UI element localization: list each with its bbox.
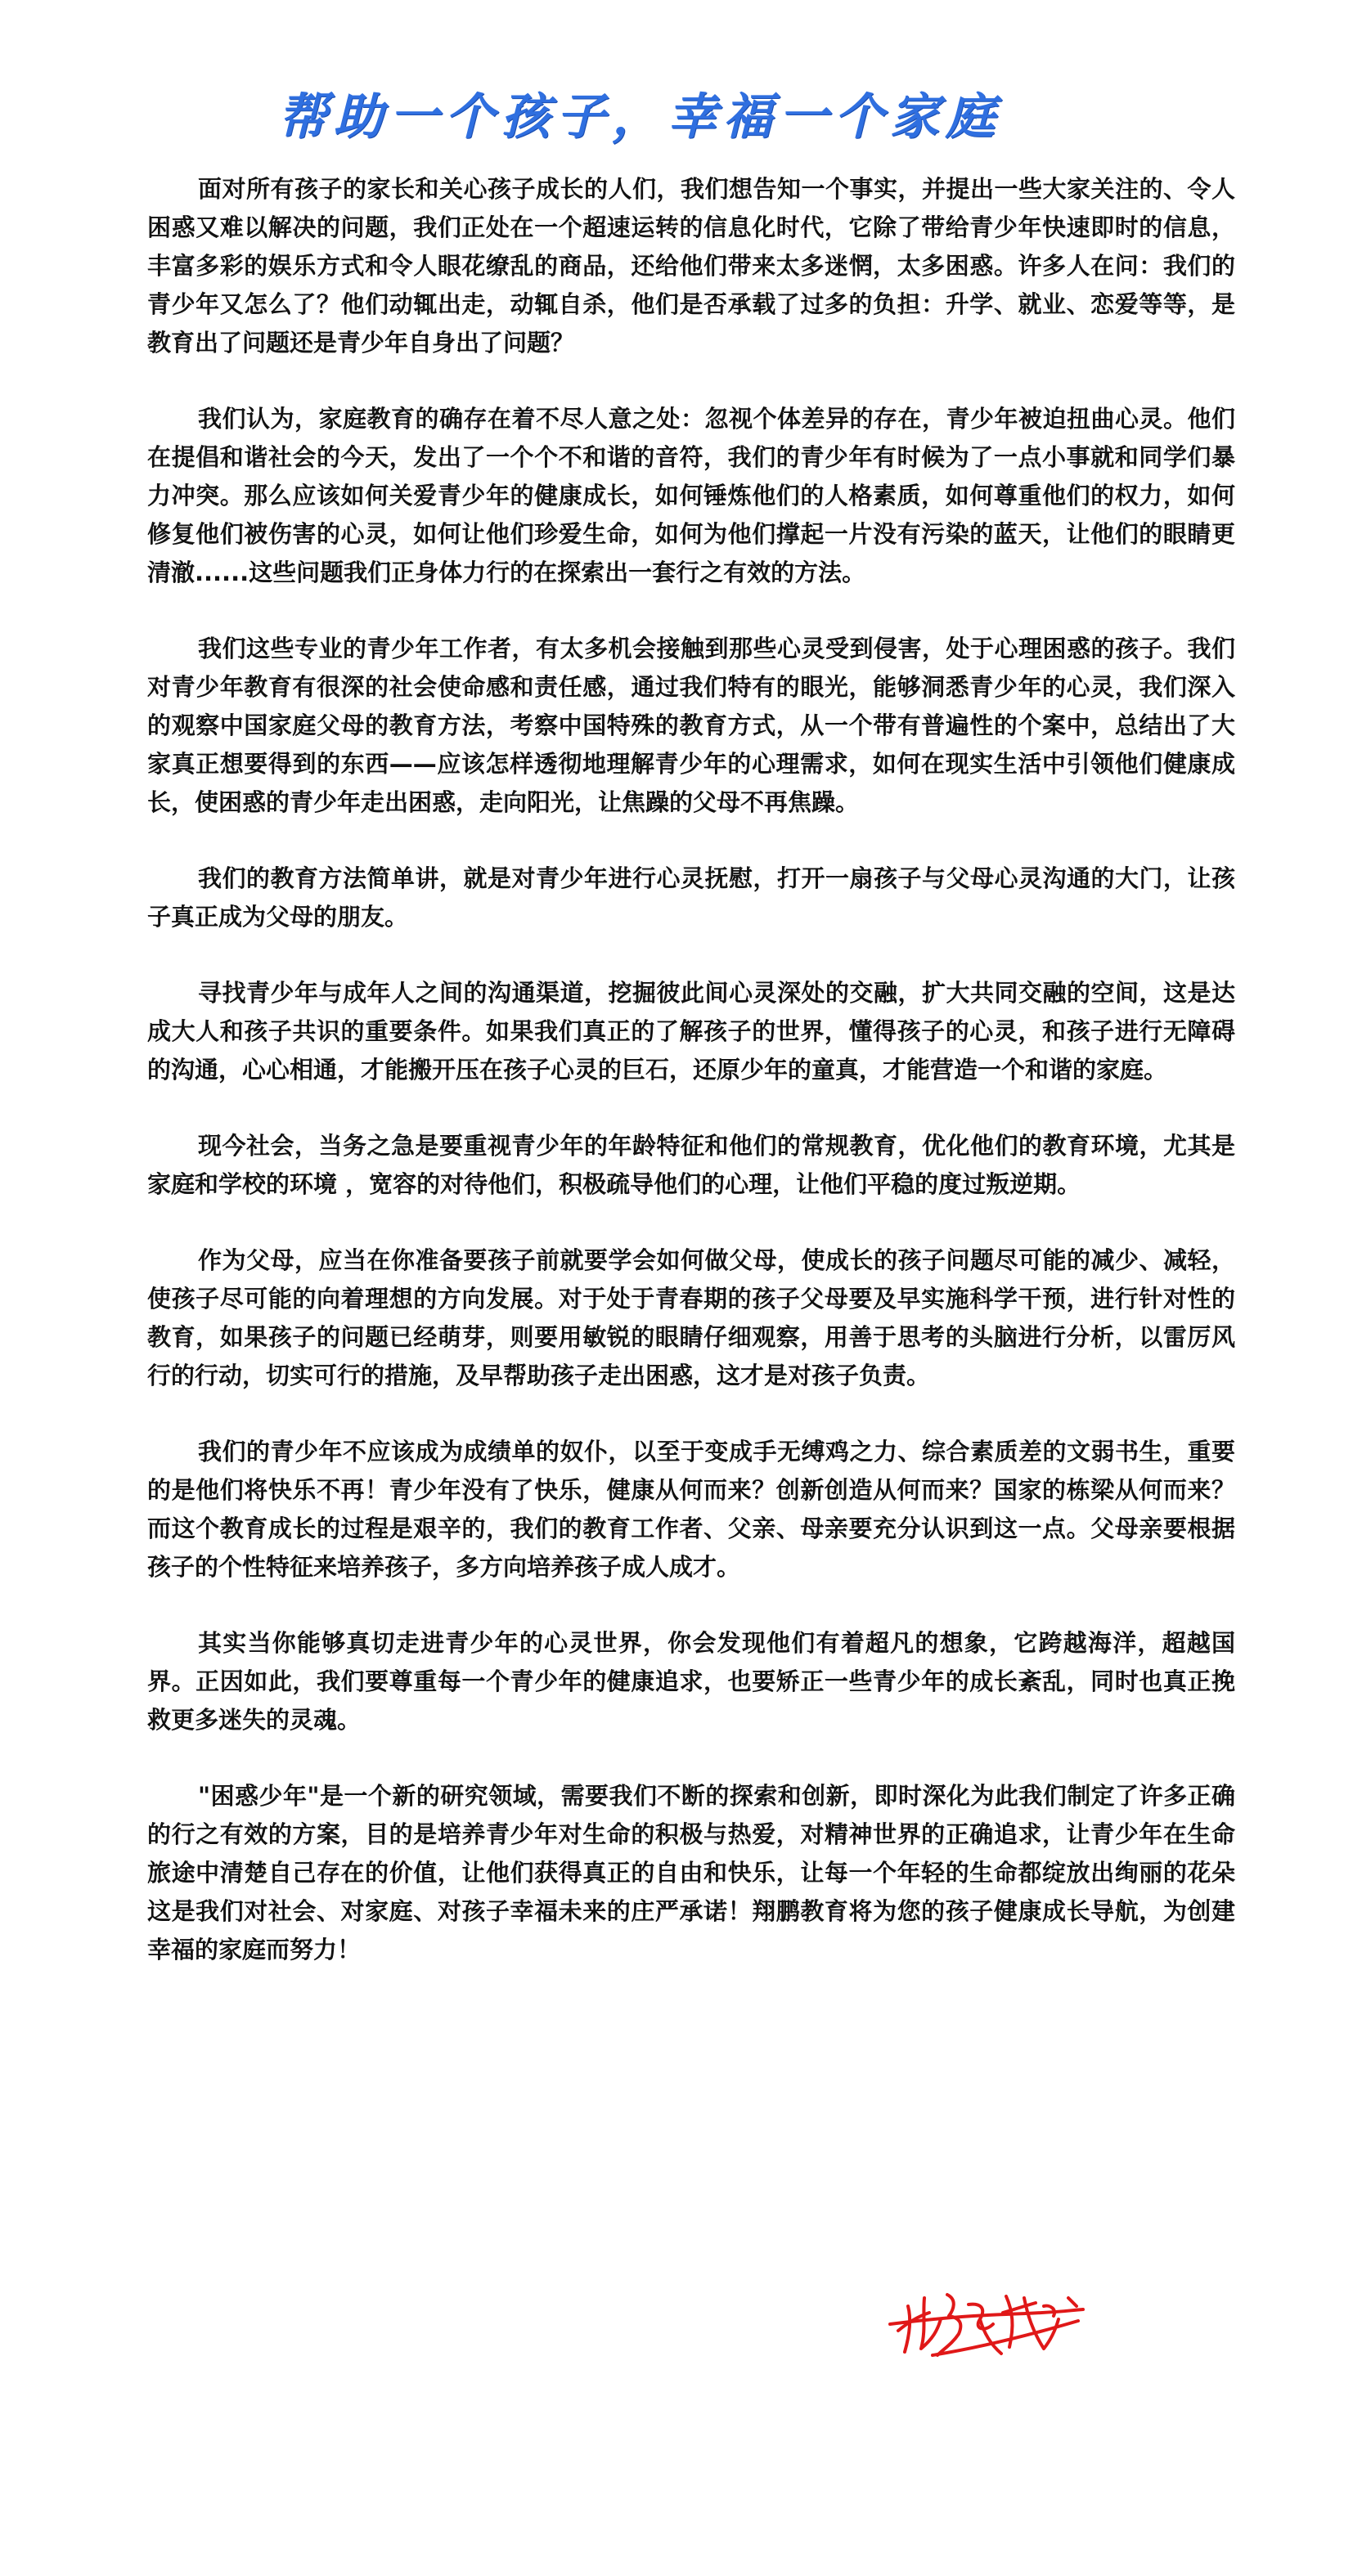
paragraph-4: 我们的教育方法简单讲，就是对青少年进行心灵抚慰，打开一扇孩子与父母心灵沟通的大门，让孩子真正成为父母的朋友。 <box>147 864 1235 931</box>
paragraph-3: 我们这些专业的青少年工作者，有太多机会接触到那些心灵受到侵害，处于心理困惑的孩子。我们对青少年教育有很深的社会使命感和责任感，通过我们特有的眼光，能够洞悉青少年的心灵，我们深入的观察中国家庭父母的教育方法，考察中国特殊的教育方式，从一个带有普遍性的个案中，总结出了大家真正想要得到的东西——应该怎样透彻地理解青少年的心理需求，如何在现实生活中引领他们健康成长，使困惑的青少年走出困惑，走向阳光，让焦躁的父母不再焦躁。 <box>147 635 1235 816</box>
paragraph-8: 我们的青少年不应该成为成绩单的奴仆，以至于变成手无缚鸡之力、综合素质差的文弱书生，重要的是他们将快乐不再！青少年没有了快乐，健康从何而来？创新创造从何而来？国家的栋梁从何而来？而这个教育成长的过程是艰辛的，我们的教育工作者、父亲、母亲要充分认识到这一点。父母亲要根据孩子的个性特征来培养孩子，多方向培养孩子成人成才。 <box>147 1438 1235 1581</box>
paragraph-7: 作为父母，应当在你准备要孩子前就要学会如何做父母，使成长的孩子问题尽可能的减少、减轻，使孩子尽可能的向着理想的方向发展。对于处于青春期的孩子父母要及早实施科学干预，进行针对性的教育，如果孩子的问题已经萌芽，则要用敏锐的眼睛仔细观察，用善于思考的头脑进行分析，以雷厉风行的行动，切实可行的措施，及早帮助孩子走出困惑，这才是对孩子负责。 <box>147 1246 1235 1389</box>
paragraph-1: 面对所有孩子的家长和关心孩子成长的人们，我们想告知一个事实，并提出一些大家关注的、令人困惑又难以解决的问题，我们正处在一个超速运转的信息化时代，它除了带给青少年快速即时的信息，丰富多彩的娱乐方式和令人眼花缭乱的商品，还给他们带来太多迷惘，太多困惑。许多人在问：我们的青少年又怎么了？他们动辄出走，动辄自杀，他们是否承载了过多的负担：升学、就业、恋爱等等，是教育出了问题还是青少年自身出了问题？ <box>147 175 1235 357</box>
paragraph-9: 其实当你能够真切走进青少年的心灵世界，你会发现他们有着超凡的想象，它跨越海洋，超越国界。正因如此，我们要尊重每一个青少年的健康追求，也要矫正一些青少年的成长紊乱，同时也真正挽救更多迷失的灵魂。 <box>147 1629 1235 1734</box>
document-body <box>147 170 1235 2007</box>
document-title: 帮助一个孩子，幸福一个家庭 <box>278 88 1001 146</box>
paragraph-2: 我们认为，家庭教育的确存在着不尽人意之处：忽视个体差异的存在，青少年被迫扭曲心灵。他们在提倡和谐社会的今天，发出了一个个不和谐的音符，我们的青少年有时候为了一点小事就和同学们暴力冲突。那么应该如何关爱青少年的健康成长，如何锤炼他们的人格素质，如何尊重他们的权力，如何修复他们被伤害的心灵，如何让他们珍爱生命，如何为他们撑起一片没有污染的蓝天，让他们的眼睛更清澈......这些问题我们正身体力行的在探索出一套行之有效的方法。 <box>147 405 1235 586</box>
paragraph-10: "困惑少年"是一个新的研究领域，需要我们不断的探索和创新，即时深化为此我们制定了许多正确的行之有效的方案，目的是培养青少年对生命的积极与热爱，对精神世界的正确追求，让青少年在生命旅途中清楚自己存在的价值，让他们获得真正的自由和快乐，让每一个年轻的生命都绽放出绚丽的花朵这是我们对社会、对家庭、对孩子幸福未来的庄严承诺！翔鹏教育将为您的孩子健康成长导航，为创建幸福的家庭而努力！ <box>147 1782 1235 1963</box>
handwritten-signature <box>883 2273 1088 2372</box>
paragraph-6: 现今社会，当务之急是要重视青少年的年龄特征和他们的常规教育，优化他们的教育环境，尤其是家庭和学校的环境 ，宽容的对待他们，积极疏导他们的心理，让他们平稳的度过叛逆期。 <box>147 1132 1235 1198</box>
paragraph-5: 寻找青少年与成年人之间的沟通渠道，挖掘彼此间心灵深处的交融，扩大共同交融的空间，这是达成大人和孩子共识的重要条件。如果我们真正的了解孩子的世界，懂得孩子的心灵，和孩子进行无障碍的沟通，心心相通，才能搬开压在孩子心灵的巨石，还原少年的童真，才能营造一个和谐的家庭。 <box>147 979 1235 1084</box>
